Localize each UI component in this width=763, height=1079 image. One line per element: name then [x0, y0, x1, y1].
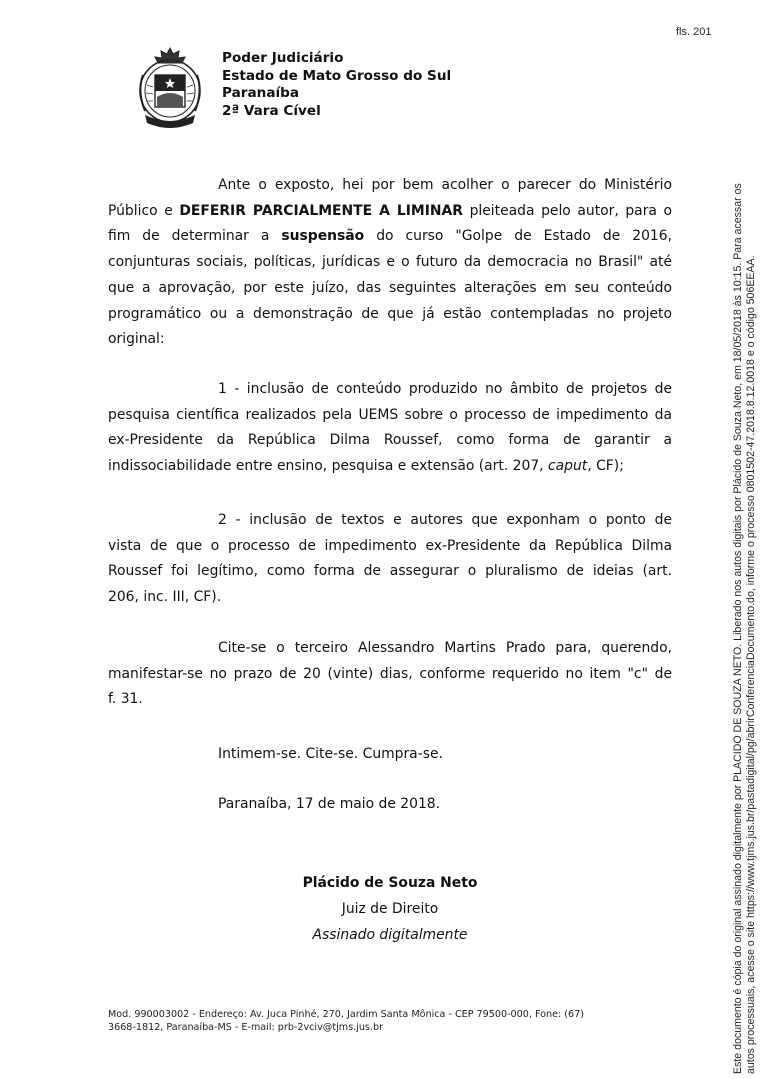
- paragraph-item-1: [108, 377, 672, 480]
- p3-line1: 2 - inclusão de textos e autores que exponham o ponto de: [218, 512, 672, 528]
- footer-address: [108, 1009, 584, 1034]
- p1-line5: que a aprovação, por este juízo, das seguintes alterações em seu conteúdo: [108, 279, 672, 296]
- coat-of-arms-emblem: [133, 45, 207, 131]
- court-header: [222, 50, 451, 120]
- p1-line2-bold: DEFERIR PARCIALMENTE A LIMINAR: [179, 202, 463, 219]
- header-line-3: Paranaíba: [222, 85, 300, 101]
- date-line: Paranaíba, 17 de maio de 2018.: [218, 796, 441, 812]
- p1-line7: original:: [108, 331, 165, 348]
- p4-line2: manifestar-se no prazo de 20 (vinte) dias, conforme requerido no item "c" de: [108, 665, 672, 682]
- side-note-line-1: Este documento é cópia do original assinado digitalmente por PLACIDO DE SOUZA NETO. Liberado nos autos digitais por Plácido de Souza Neto, em 18/05/2018 às 10:15. Para acessar os: [732, 183, 744, 1074]
- paragraph-item-2: [108, 508, 672, 611]
- p1-line2a: Público e: [108, 202, 180, 219]
- p4-line1: Cite-se o terceiro Alessandro Martins Prado para, querendo,: [218, 640, 672, 656]
- p1-line4: conjunturas sociais, políticas, jurídicas e o futuro da democracia no Brasil" até: [108, 254, 672, 271]
- p2-line4-italic: caput: [548, 458, 588, 475]
- p1-line3a: fim de determinar a: [108, 228, 282, 245]
- paragraph-intimem: Intimem-se. Cite-se. Cumpra-se.: [218, 746, 443, 762]
- p1-line3c: do curso "Golpe de Estado de 2016,: [364, 228, 673, 245]
- footer-line-1: Mod. 990003002 - Endereço: Av. Juca Pinhé, 270, Jardim Santa Mônica - CEP 79500-000, Fone: (67): [108, 1009, 584, 1020]
- header-line-1: Poder Judiciário: [222, 50, 344, 66]
- p2-line3: ex-Presidente da República Dilma Roussef, como forma de garantir a: [108, 432, 672, 449]
- p4-line3: f. 31.: [108, 691, 143, 708]
- p2-line4a: indissociabilidade entre ensino, pesquisa e extensão (art. 207,: [108, 458, 549, 475]
- p3-line2: vista de que o processo de impedimento ex-Presidente da República Dilma: [108, 537, 672, 554]
- p1-line6: programático ou a demonstração de que já estão contempladas no projeto: [108, 305, 672, 322]
- p1-line3-bold: suspensão: [281, 228, 365, 245]
- p2-line1: 1 - inclusão de conteúdo produzido no âmbito de projetos de: [218, 381, 672, 397]
- p1-line1: Ante o exposto, hei por bem acolher o parecer do Ministério: [218, 177, 672, 193]
- signature-note: [0, 927, 763, 943]
- p2-line4c: , CF);: [587, 458, 624, 475]
- signature-name: [0, 875, 763, 891]
- p2-line2: pesquisa científica realizados pela UEMS sobre o processo de impedimento da: [108, 406, 672, 423]
- signature-name-text: Plácido de Souza Neto: [302, 875, 478, 891]
- signature-note-text: Assinado digitalmente: [312, 927, 468, 943]
- side-note-line-2: autos processuais, acesse o site https://www.tjms.jus.br/pastadigital/pg/abrirConferenciaDocumento.do, informe o processo 0801502-47.2018.8.12.0018 e o código 506EEAA.: [745, 255, 758, 1074]
- paragraph-decision: [108, 173, 672, 353]
- digital-signature-side-note: [732, 183, 759, 1074]
- p3-line3: Roussef foi legítimo, como forma de assegurar o pluralismo de ideias (art.: [108, 563, 672, 580]
- p1-line2c: pleiteada pelo autor, para o: [462, 202, 673, 219]
- header-line-2: Estado de Mato Grosso do Sul: [222, 67, 452, 84]
- p3-line4: 206, inc. III, CF).: [108, 589, 222, 606]
- page-number: fls. 201: [676, 26, 712, 38]
- header-line-4: 2ª Vara Cível: [222, 102, 321, 119]
- paragraph-citation: [108, 636, 672, 713]
- signature-role: Juiz de Direito: [341, 901, 439, 917]
- footer-line-2: 3668-1812, Paranaíba-MS - E-mail: prb-2vciv@tjms.jus.br: [108, 1021, 384, 1033]
